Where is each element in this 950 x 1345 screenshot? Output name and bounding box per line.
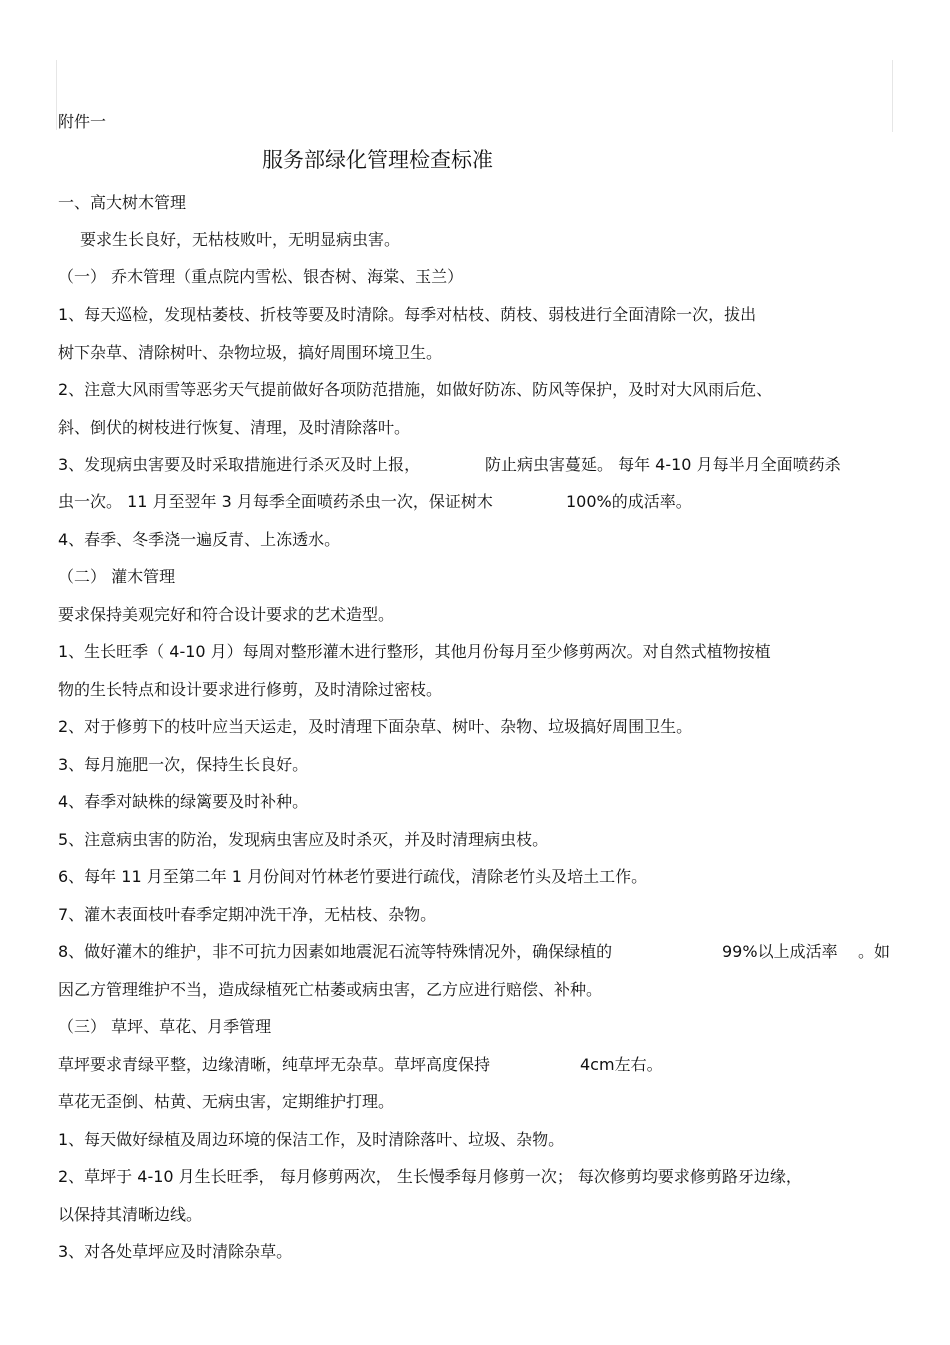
paragraph-line: 1、生长旺季（ 4-10 月）每周对整形灌木进行整形，其他月份每月至少修剪两次。对自然式植物按植 bbox=[58, 642, 771, 661]
paragraph-line: 斜、倒伏的树枝进行恢复、清理，及时清除落叶。 bbox=[58, 418, 411, 437]
paragraph-line: 8、做好灌木的维护，非不可抗力因素如地震泥石流等特殊情况外，确保绿植的 bbox=[58, 942, 613, 961]
subsection-heading: （一） 乔木管理（重点院内雪松、银杏树、海棠、玉兰） bbox=[58, 267, 464, 286]
subsection-heading: （二） 灌木管理 bbox=[58, 567, 176, 586]
paragraph-line: 2、注意大风雨雪等恶劣天气提前做好各项防范措施，如做好防冻、防风等保护，及时对大风雨后危、 bbox=[58, 380, 773, 399]
paragraph-line: 100%的成活率。 bbox=[566, 492, 692, 511]
paragraph-line: 7、灌木表面枝叶春季定期冲洗干净，无枯枝、杂物。 bbox=[58, 905, 437, 924]
requirement-text: 要求生长良好，无枯枝败叶，无明显病虫害。 bbox=[80, 230, 401, 249]
paragraph-line: 4cm左右。 bbox=[580, 1055, 663, 1074]
paragraph-line: 。如 bbox=[858, 942, 891, 961]
requirement-text: 要求保持美观完好和符合设计要求的艺术造型。 bbox=[58, 605, 395, 624]
paragraph-line: 99%以上成活率 bbox=[722, 942, 838, 961]
paragraph-line: 3、每月施肥一次，保持生长良好。 bbox=[58, 755, 309, 774]
paragraph-line: 草坪要求青绿平整，边缘清晰，纯草坪无杂草。草坪高度保持 bbox=[58, 1055, 491, 1074]
paragraph-line: 3、发现病虫害要及时采取措施进行杀灭及时上报， bbox=[58, 455, 421, 474]
paragraph-line: 4、春季对缺株的绿篱要及时补种。 bbox=[58, 792, 309, 811]
page-title: 服务部绿化管理检查标准 bbox=[262, 148, 493, 172]
paragraph-line: 4、春季、冬季浇一遍反青、上冻透水。 bbox=[58, 530, 341, 549]
page-edge-right bbox=[892, 60, 893, 132]
paragraph-line: 6、每年 11 月至第二年 1 月份间对竹林老竹要进行疏伐，清除老竹头及培土工作。 bbox=[58, 867, 648, 886]
paragraph-line: 1、每天巡检，发现枯萎枝、折枝等要及时清除。每季对枯枝、荫枝、弱枝进行全面清除一次，拔出 bbox=[58, 305, 757, 324]
paragraph-line: 2、对于修剪下的枝叶应当天运走，及时清理下面杂草、树叶、杂物、垃圾搞好周围卫生。 bbox=[58, 717, 693, 736]
paragraph-line: 防止病虫害蔓延。 每年 4-10 月每半月全面喷药杀 bbox=[485, 455, 841, 474]
paragraph-line: 1、每天做好绿植及周边环境的保洁工作，及时清除落叶、垃圾、杂物。 bbox=[58, 1130, 565, 1149]
paragraph-line: 树下杂草、清除树叶、杂物垃圾，搞好周围环境卫生。 bbox=[58, 343, 443, 362]
paragraph-line: 5、注意病虫害的防治，发现病虫害应及时杀灭，并及时清理病虫枝。 bbox=[58, 830, 549, 849]
section-heading: 一、高大树木管理 bbox=[58, 193, 187, 212]
paragraph-line: 以保持其清晰边线。 bbox=[58, 1205, 203, 1224]
page-edge-left bbox=[56, 60, 57, 130]
paragraph-line: 草花无歪倒、枯黄、无病虫害，定期维护打理。 bbox=[58, 1092, 395, 1111]
paragraph-line: 3、对各处草坪应及时清除杂草。 bbox=[58, 1242, 293, 1261]
paragraph-line: 物的生长特点和设计要求进行修剪，及时清除过密枝。 bbox=[58, 680, 443, 699]
paragraph-line: 虫一次。 11 月至翌年 3 月每季全面喷药杀虫一次，保证树木 bbox=[58, 492, 493, 511]
paragraph-line: 2、草坪于 4-10 月生长旺季， 每月修剪两次， 生长慢季每月修剪一次； 每次修剪均要求修剪路牙边缘， bbox=[58, 1167, 802, 1186]
paragraph-line: 因乙方管理维护不当，造成绿植死亡枯萎或病虫害，乙方应进行赔偿、补种。 bbox=[58, 980, 603, 999]
attachment-label: 附件一 bbox=[58, 112, 107, 131]
subsection-heading: （三） 草坪、草花、月季管理 bbox=[58, 1017, 272, 1036]
